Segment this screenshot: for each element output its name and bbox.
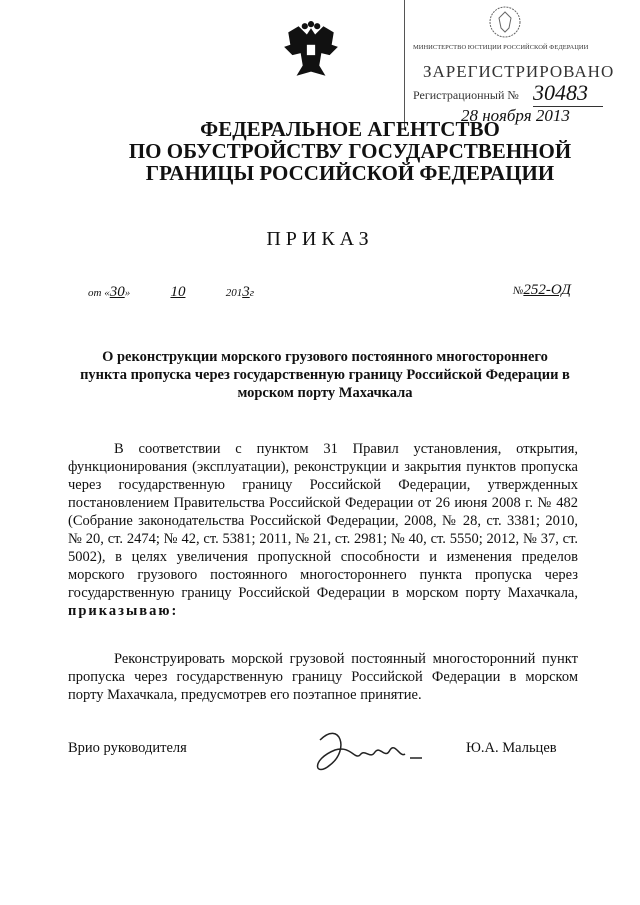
agency-line: ГРАНИЦЫ РОССИЙСКОЙ ФЕДЕРАЦИИ xyxy=(145,161,555,185)
date-day: 30 xyxy=(109,284,125,300)
registration-stamp xyxy=(404,0,625,130)
stamp-reg-date: 28 ноября 2013 xyxy=(461,106,570,125)
agency-line: ПО ОБУСТРОЙСТВУ ГОСУДАРСТВЕННОЙ xyxy=(128,139,572,163)
date-year: 201 xyxy=(225,287,243,299)
order-clause: Реконструировать морской грузовой постоянный многосторонний пункт пропуска через государственную границу Российской Федерации в морском порту Махачкала, предусмотрев его поэтапное принятие. xyxy=(68,651,578,703)
number-prefix: № xyxy=(513,285,524,297)
signatory-position: Врио руководителя xyxy=(68,740,187,756)
order-date: от «30» 10 2013г xyxy=(88,284,254,300)
date-year-digit: 3 xyxy=(242,284,250,300)
stamp-emblem-icon xyxy=(487,4,523,40)
number-value: 252-ОД xyxy=(523,282,571,298)
order-preamble xyxy=(68,440,578,620)
document-type: ПРИКАЗ xyxy=(266,228,374,250)
coat-of-arms-icon xyxy=(280,20,342,82)
stamp-registered: ЗАРЕГИСТРИРОВАНО xyxy=(423,62,615,81)
stamp-ministry: МИНИСТЕРСТВО ЮСТИЦИИ РОССИЙСКОЙ ФЕДЕРАЦИИ xyxy=(413,44,589,51)
stamp-reg-number: 30483 xyxy=(533,80,603,107)
order-number xyxy=(513,282,571,299)
order-word: приказываю: xyxy=(68,603,179,619)
signatory-name: Ю.А. Мальцев xyxy=(466,740,557,756)
date-prefix: от « xyxy=(88,287,110,299)
preamble-text: В соответствии с пунктом 31 Правил установления, открытия, функционирования (эксплуатации), реконструкции и закрытия пунктов пропуска через государственную границу Российской Федерации, утвержденных постановлением Правительства Российской Федерации от 26 июня 2008 г. № 482 (Собрание законодательства Российской Федерации, 2008, № 28, ст. 3381; 2010, № 20, ст. 2474; № 42, ст. 5381; 2011, № 21, ст. 2981; № 40, ст. 5550; 2012, № 37, ст. 5002), в целях увеличения пропускной способности и изменения пределов морского грузового постоянного многостороннего пункта пропуска через государственную границу Российской Федерации в морском порту Махачкала, xyxy=(68,441,578,601)
agency-line: ФЕДЕРАЛЬНОЕ АГЕНТСТВО xyxy=(200,117,500,141)
order-heading: О реконструкции морского грузового постоянного многостороннего пункта пропуска через государственную границу Российской Федерации в морском порту Махачкала xyxy=(80,349,570,401)
date-month: 10 xyxy=(170,284,186,300)
date-suffix: г xyxy=(249,287,254,299)
handwritten-signature xyxy=(300,720,430,790)
stamp-reg-label: Регистрационный № xyxy=(413,88,519,102)
agency-name xyxy=(0,118,640,184)
